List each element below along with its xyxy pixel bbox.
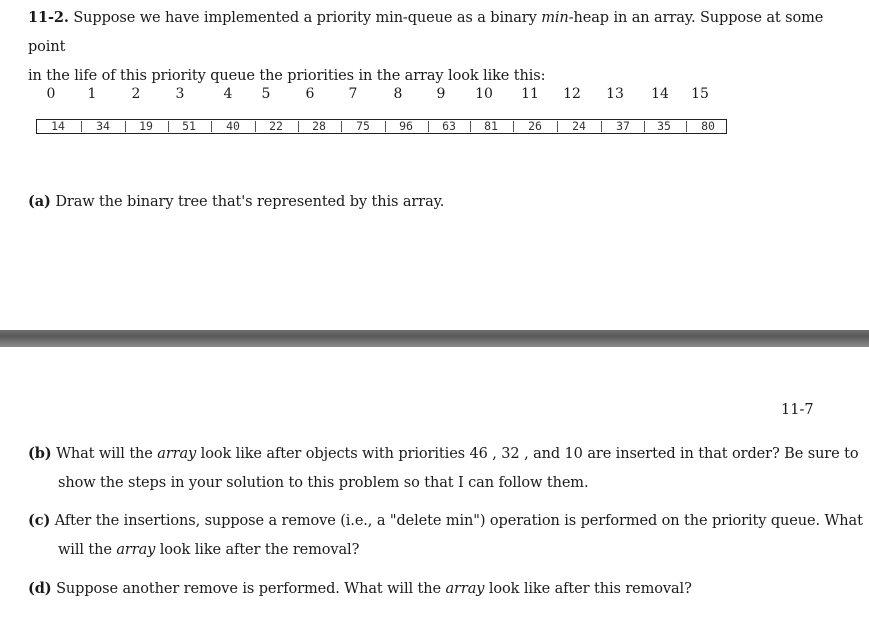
array-index-label: 4 — [223, 86, 233, 102]
page-number: 11-7 — [781, 402, 814, 418]
array-index-label: 1 — [87, 86, 97, 102]
part-c-label: (c) — [28, 512, 51, 529]
array-index-label: 15 — [691, 86, 709, 102]
part-a — [28, 187, 840, 217]
array-index-label: 3 — [175, 86, 185, 102]
array-cell-separator — [601, 121, 602, 132]
part-b — [28, 439, 869, 498]
array-cell: 35 — [657, 119, 671, 133]
array-index-label: 6 — [305, 86, 315, 102]
array-cell: 40 — [226, 119, 240, 133]
array-cell: 34 — [96, 119, 110, 133]
array-cell-separator — [644, 121, 645, 132]
array-cell: 24 — [572, 119, 586, 133]
part-c-text-2: look like after the removal? — [155, 542, 360, 558]
part-b-label: (b) — [28, 445, 52, 462]
array-index-label: 14 — [651, 86, 669, 102]
part-a-text: Draw the binary tree that's represented by this array. — [50, 194, 445, 210]
intro-emphasis-min: min — [541, 10, 569, 26]
intro-text-line2: in the life of this priority queue the priorities in the array look like this: — [28, 68, 546, 84]
array-cell: 37 — [616, 119, 630, 133]
problem-number: 11-2. — [28, 9, 69, 26]
array-index-label: 2 — [131, 86, 141, 102]
heap-array — [36, 119, 727, 134]
intro-text-2: -heap in an array. Suppose at some point — [28, 10, 824, 55]
part-d-text-1: Suppose another remove is performed. What will the — [51, 581, 446, 597]
part-d-emphasis: array — [445, 581, 485, 597]
array-cell-separator — [470, 121, 471, 132]
array-cell-separator — [211, 121, 212, 132]
array-cell: 51 — [182, 119, 196, 133]
array-cell-separator — [81, 121, 82, 132]
array-cell-separator — [385, 121, 386, 132]
array-index-label: 13 — [606, 86, 624, 102]
array-cell-separator — [513, 121, 514, 132]
part-d — [28, 574, 869, 604]
array-cell-separator — [125, 121, 126, 132]
array-cell: 22 — [269, 119, 283, 133]
part-c-text-1: After the insertions, suppose a remove (i.e., a "delete min") operation is performed on the priority queue. What will the — [50, 513, 863, 558]
array-index-label: 11 — [521, 86, 539, 102]
part-a-label: (a) — [28, 193, 51, 210]
part-b-text-2: look like after objects with priorities 46 , 32 , and 10 are inserted in that order? Be sure to show the steps in your solution to this problem so that I can follow them. — [58, 446, 859, 491]
array-cell: 14 — [51, 119, 65, 133]
part-b-emphasis: array — [157, 446, 197, 462]
array-index-label: 5 — [261, 86, 271, 102]
array-cell: 28 — [312, 119, 326, 133]
array-index-label: 10 — [475, 86, 493, 102]
array-index-label: 7 — [348, 86, 358, 102]
array-cell-separator — [298, 121, 299, 132]
array-index-label: 8 — [393, 86, 403, 102]
array-cell: 81 — [484, 119, 498, 133]
array-cell-separator — [557, 121, 558, 132]
part-d-text-2: look like after this removal? — [484, 581, 692, 597]
part-c-emphasis: array — [116, 542, 156, 558]
array-cell-separator — [168, 121, 169, 132]
array-index-label: 12 — [563, 86, 581, 102]
part-c — [28, 506, 869, 565]
part-d-label: (d) — [28, 580, 52, 597]
array-cell: 75 — [356, 119, 370, 133]
array-cell-separator — [428, 121, 429, 132]
array-cell-separator — [255, 121, 256, 132]
array-cell: 19 — [139, 119, 153, 133]
part-b-text-1: What will the — [51, 446, 158, 462]
page-break-divider — [0, 330, 869, 347]
array-cell: 26 — [528, 119, 542, 133]
array-cell: 96 — [399, 119, 413, 133]
array-cell: 63 — [442, 119, 456, 133]
array-cell-separator — [341, 121, 342, 132]
array-index-label: 9 — [436, 86, 446, 102]
array-index-label: 0 — [46, 86, 56, 102]
array-cell-separator — [686, 121, 687, 132]
problem-intro — [28, 3, 840, 91]
array-cell: 80 — [701, 119, 715, 133]
intro-text-1: Suppose we have implemented a priority min-queue as a binary — [68, 10, 542, 26]
